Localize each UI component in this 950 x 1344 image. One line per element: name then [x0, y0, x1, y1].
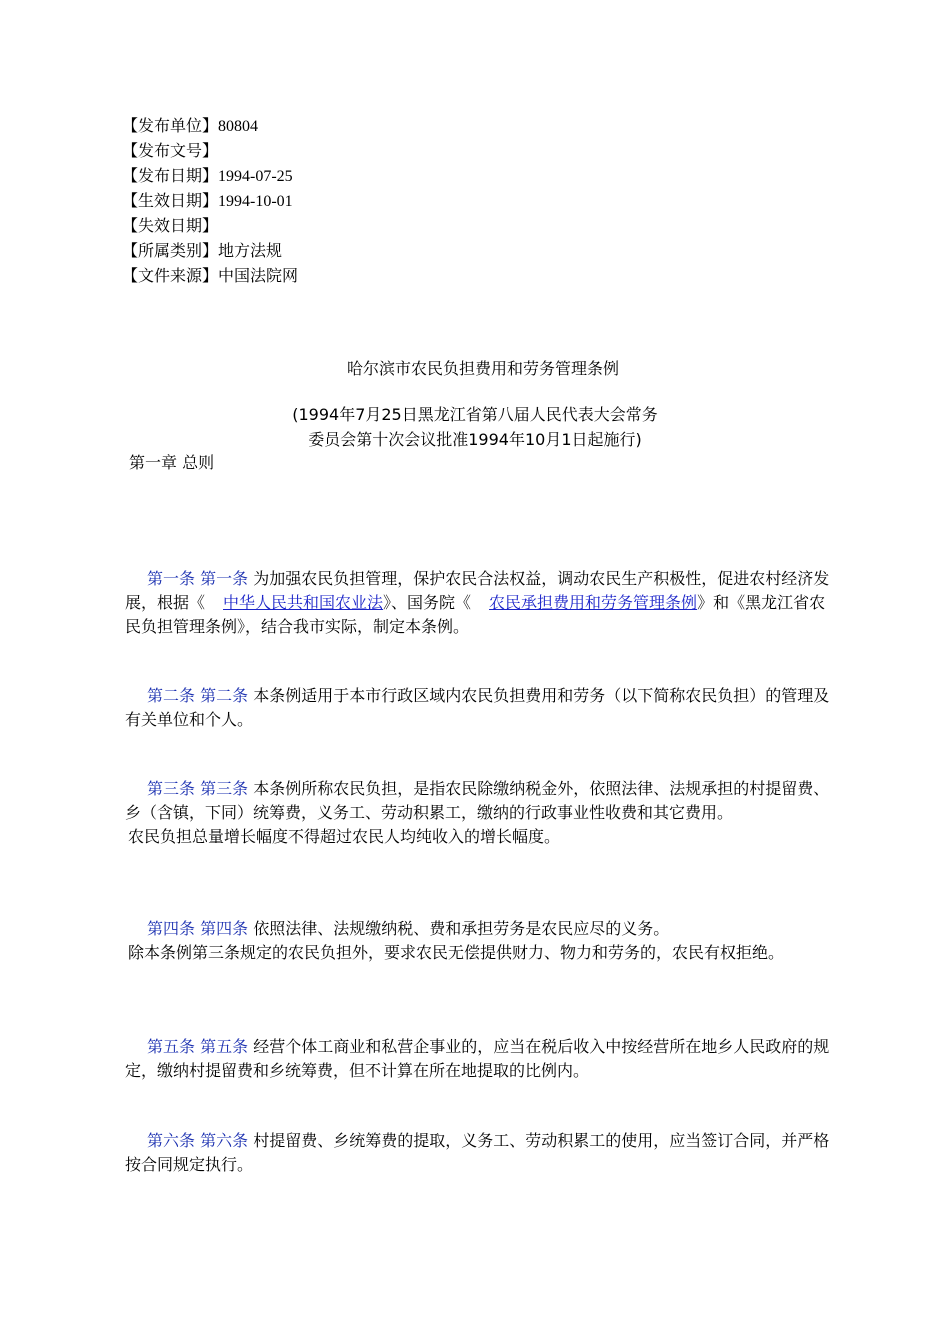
article-label: 第二条: [147, 686, 196, 705]
meta-row-publisher: [122, 116, 298, 141]
meta-value: 地方法规: [218, 243, 283, 260]
article-1: [125, 567, 835, 639]
meta-value: 80804: [218, 118, 259, 135]
article-label: 第一条: [147, 569, 196, 588]
document-subtitle-line1: (1994年7月25日黑龙江省第八届人民代表大会常务: [292, 405, 658, 424]
law-link-farmer-burden-regulation[interactable]: 农民承担费用和劳务管理条例: [489, 593, 698, 612]
article-heading: 第六条: [200, 1131, 249, 1150]
article-3: [125, 777, 835, 849]
article-text: 本条例适用于本市行政区域内农民负担费用和劳务（以下简称农民负担）的管理及有关单位和个人。: [125, 686, 830, 729]
meta-value: 1994-10-01: [218, 193, 293, 210]
meta-row-effective-date: [122, 191, 298, 216]
meta-label: 【文件来源】: [122, 266, 219, 285]
meta-label: 【生效日期】: [122, 191, 219, 210]
meta-label: 【发布日期】: [122, 166, 219, 185]
article-text: 本条例所称农民负担，是指农民除缴纳税金外，依照法律、法规承担的村提留费、乡（含镇，下同）统筹费，义务工、劳动积累工，缴纳的行政事业性收费和其它费用。: [125, 779, 830, 822]
article-2: [125, 684, 835, 732]
law-link-agriculture-law[interactable]: 中华人民共和国农业法: [223, 593, 384, 612]
article-label: 第六条: [147, 1131, 196, 1150]
article-4: [125, 917, 835, 965]
article-text: 村提留费、乡统筹费的提取，义务工、劳动积累工的使用，应当签订合同，并严格按合同规定执行。: [125, 1131, 830, 1174]
meta-row-source: [122, 266, 298, 291]
article-paragraph: [125, 1035, 835, 1083]
metadata-block: [122, 116, 298, 291]
article-heading: 第三条: [200, 779, 249, 798]
article-label: 第四条: [147, 919, 196, 938]
article-heading: 第五条: [200, 1037, 249, 1056]
meta-row-expiry-date: [122, 216, 298, 241]
article-text: 依照法律、法规缴纳税、费和承担劳务是农民应尽的义务。: [253, 919, 670, 938]
article-paragraph: [125, 567, 835, 639]
article-paragraph: [125, 777, 835, 825]
article-paragraph: [125, 1129, 835, 1177]
article-label: 第三条: [147, 779, 196, 798]
article-label: 第五条: [147, 1037, 196, 1056]
article-heading: 第一条: [200, 569, 249, 588]
article-paragraph: [125, 917, 835, 941]
article-6: [125, 1129, 835, 1177]
meta-label: 【发布文号】: [122, 141, 219, 160]
document-title-text: 哈尔滨市农民负担费用和劳务管理条例: [346, 359, 619, 378]
meta-label: 【失效日期】: [122, 216, 219, 235]
meta-row-publish-date: [122, 166, 298, 191]
meta-value: 中国法院网: [218, 268, 299, 285]
article-text: 》、国务院《: [383, 593, 472, 612]
meta-value: 1994-07-25: [218, 168, 293, 185]
article-extra-paragraph: 农民负担总量增长幅度不得超过农民人均纯收入的增长幅度。: [128, 827, 561, 846]
document-title: [0, 358, 950, 380]
article-paragraph: [125, 684, 835, 732]
article-heading: 第四条: [200, 919, 249, 938]
article-text: 》和《黑龙江省农民负担管理条例》，结合我市实际，制定本条例。: [125, 593, 826, 636]
article-text: 经营个体工商业和私营企事业的，应当在税后收入中按经营所在地乡人民政府的规定，缴纳村提留费和乡统筹费，但不计算在所在地提取的比例内。: [125, 1037, 830, 1080]
document-subtitle-line2: 委员会第十次会议批准1994年10月1日起施行): [308, 430, 642, 449]
article-extra-paragraph: 除本条例第三条规定的农民负担外，要求农民无偿提供财力、物力和劳务的，农民有权拒绝。: [128, 943, 785, 962]
meta-row-category: [122, 241, 298, 266]
chapter-heading: 第一章 总则: [129, 453, 215, 472]
meta-row-doc-number: [122, 141, 298, 166]
meta-label: 【所属类别】: [122, 241, 219, 260]
article-text: 为加强农民负担管理，保护农民合法权益，调动农民生产积极性，促进农村经济发展，根据《: [125, 569, 830, 612]
article-5: [125, 1035, 835, 1083]
article-heading: 第二条: [200, 686, 249, 705]
meta-label: 【发布单位】: [122, 116, 219, 135]
